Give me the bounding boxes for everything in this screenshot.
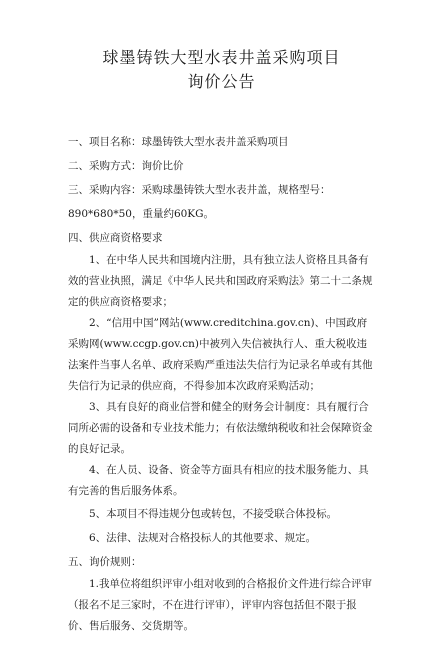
requirement-1: 1、在中华人民共和国境内注册，具有独立法人资格且具备有效的营业执照，满足《中华人民共和国政府采购法》第二十二条规定的供应商资格要求； bbox=[68, 254, 373, 308]
section-project-name: 一、项目名称：球墨铸铁大型水表井盖采购项目 bbox=[68, 136, 289, 148]
requirement-3: 3、具有良好的商业信誉和健全的财务会计制度：具有履行合同所必需的设备和专业技术能力；有依法缴纳税收和社会保障资金的良好记录。 bbox=[68, 401, 373, 455]
requirement-6: 6、法律、法规对合格投标人的其他要求、规定。 bbox=[89, 532, 317, 544]
announcement-page bbox=[0, 46, 429, 646]
requirement-2: 2、“信用中国”网站(www.creditchina.gov.cn)、中国政府采购网(www.ccgp.gov.cn)中被列入失信被执行人、重大税收违法案件当事人名单、政府采购严重违法失信行为记录名单或有其他失信行为记录的供应商，不得参加本次政府采购活动； bbox=[68, 317, 373, 392]
document-subtitle: 询价公告 bbox=[187, 72, 256, 91]
requirement-5: 5、本项目不得违规分包或转包，不接受联合体投标。 bbox=[89, 508, 338, 520]
section-procurement-content: 三、采购内容：采购球墨铸铁大型水表井盖，规格型号： bbox=[68, 184, 331, 196]
section-inquiry-rules: 五、询价规则： bbox=[68, 556, 142, 568]
rule-1: 1.我单位将组织评审小组对收到的合格报价文件进行综合评审（报名不足三家时，不在进行评审），评审内容包括但不限于报价、售后服务、交货期等。 bbox=[68, 578, 373, 632]
requirement-4: 4、在人员、设备、资金等方面具有相应的技术服务能力、具有完善的售后服务体系。 bbox=[68, 464, 369, 497]
section-supplier-requirements: 四、供应商资格要求 bbox=[68, 232, 163, 244]
section-procurement-spec: 890*680*50，重量约60KG。 bbox=[68, 208, 215, 220]
section-procurement-method: 二、采购方式：询价比价 bbox=[68, 160, 184, 172]
document-title: 球墨铸铁大型水表井盖采购项目 bbox=[102, 48, 341, 67]
